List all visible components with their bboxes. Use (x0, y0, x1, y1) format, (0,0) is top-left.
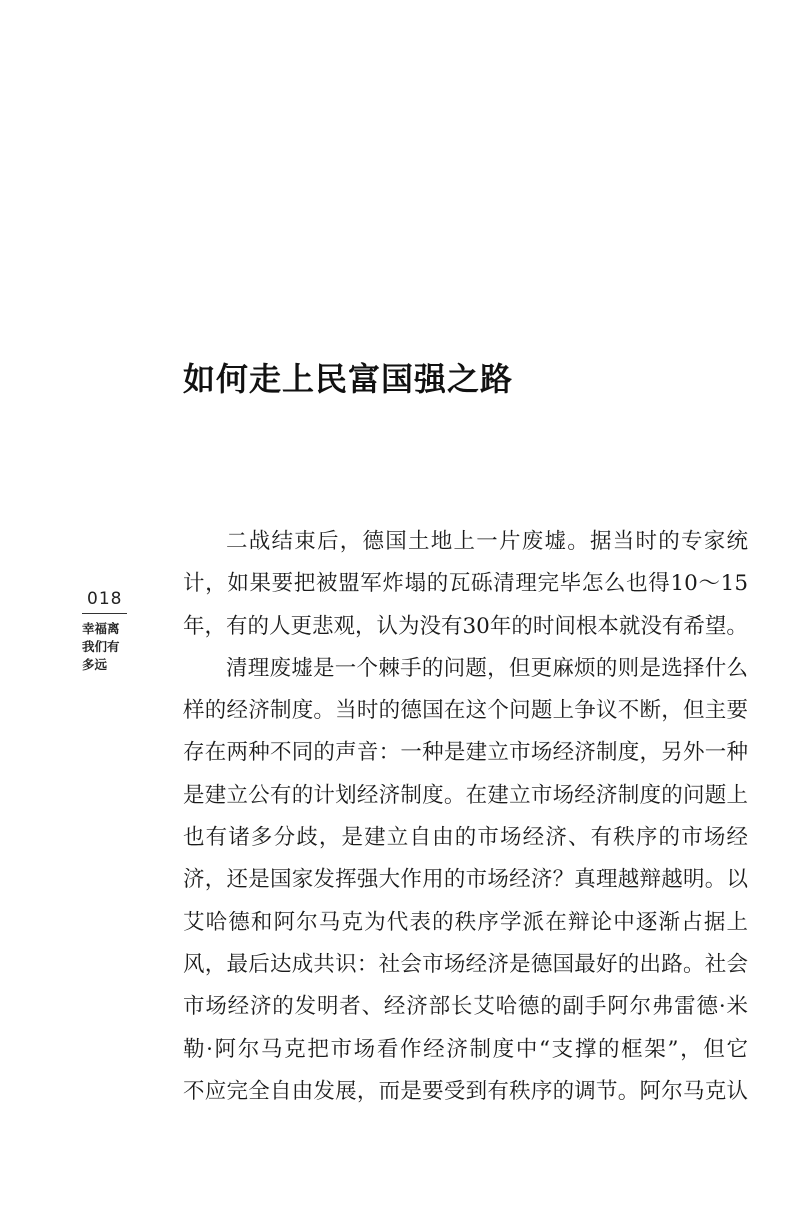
paragraph-line: 是建立公有的计划经济制度。在建立市场经济制度的问题上 (183, 782, 748, 808)
paragraph-line: 样的经济制度。当时的德国在这个问题上争议不断，但主要 (183, 698, 748, 724)
paragraph-line: 不应完全自由发展，而是要受到有秩序的调节。阿尔马克认 (183, 1078, 748, 1104)
chapter-title: 如何走上民富国强之路 (183, 360, 514, 398)
margin-note (82, 588, 124, 674)
paragraph-line: 艾哈德和阿尔马克为代表的秩序学派在辩论中逐渐占据上 (183, 909, 748, 935)
paragraph-line: 二战结束后，德国土地上一片废墟。据当时的专家统 (226, 529, 748, 554)
paragraph-line: 存在两种不同的声音：一种是建立市场经济制度，另外一种 (183, 740, 748, 766)
running-head-line: 多远 (82, 657, 108, 672)
paragraph-line: 计，如果要把被盟军炸塌的瓦砾清理完毕怎么也得10～15 (183, 571, 748, 597)
running-head (82, 620, 124, 674)
paragraph-line: 也有诸多分歧，是建立自由的市场经济、有秩序的市场经 (183, 825, 748, 851)
body-text (183, 521, 748, 1113)
running-head-line: 幸福离 (82, 621, 120, 636)
paragraph-line: 年，有的人更悲观，认为没有30年的时间根本就没有希望。 (183, 613, 748, 639)
paragraph-line: 市场经济的发明者、经济部长艾哈德的副手阿尔弗雷德·米 (183, 994, 748, 1020)
paragraph-line: 风，最后达成共识：社会市场经济是德国最好的出路。社会 (183, 951, 748, 977)
page-number: 018 (82, 588, 127, 614)
paragraph-line: 勒·阿尔马克把市场看作经济制度中“支撑的框架”，但它 (183, 1036, 748, 1062)
paragraph-line: 清理废墟是一个棘手的问题，但更麻烦的则是选择什么 (226, 655, 748, 681)
paragraph-line: 济，还是国家发挥强大作用的市场经济？真理越辩越明。以 (183, 867, 748, 893)
running-head-line: 我们有 (82, 639, 120, 654)
